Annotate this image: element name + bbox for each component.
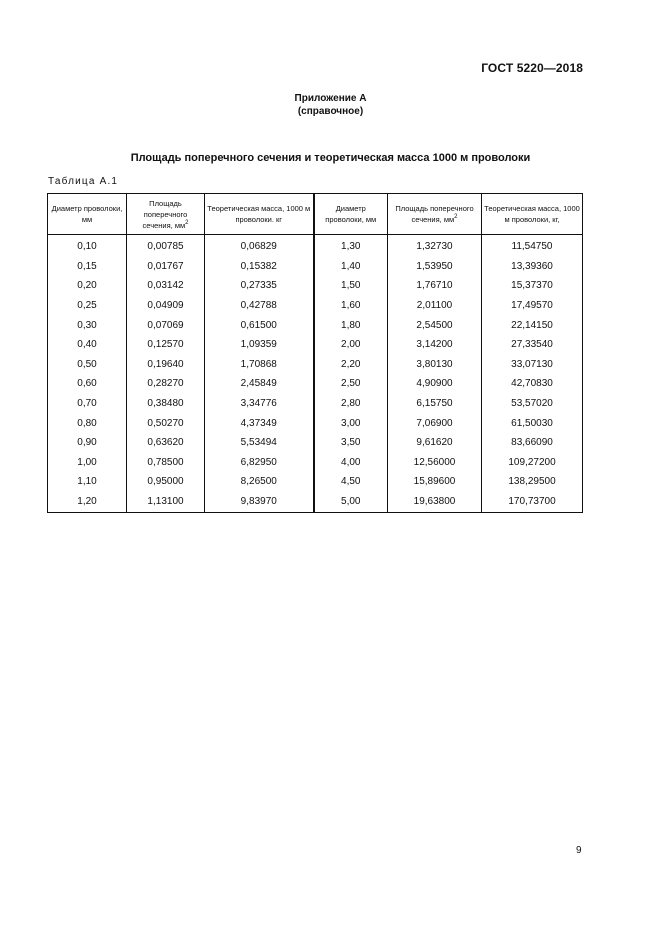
cell-diameter-1: 1,00 [48, 453, 127, 473]
cell-area-2: 1,53950 [388, 257, 482, 277]
table-row [48, 394, 583, 414]
cell-area-2: 2,54500 [388, 315, 482, 335]
cell-area-1: 0,50270 [127, 413, 205, 433]
cell-mass-2: 53,57020 [482, 394, 583, 414]
table-row [48, 472, 583, 492]
cell-mass-2: 33,07130 [482, 355, 583, 375]
cell-mass-2: 109,27200 [482, 453, 583, 473]
cell-mass-2: 138,29500 [482, 472, 583, 492]
cell-diameter-2: 1,30 [314, 235, 388, 257]
cell-mass-1: 0,06829 [205, 235, 314, 257]
cell-mass-1: 1,09359 [205, 335, 314, 355]
cell-diameter-2: 4,00 [314, 453, 388, 473]
cell-diameter-1: 0,10 [48, 235, 127, 257]
table-row [48, 374, 583, 394]
cell-diameter-2: 3,00 [314, 413, 388, 433]
table-row [48, 492, 583, 513]
cell-diameter-2: 5,00 [314, 492, 388, 513]
cell-diameter-2: 1,40 [314, 257, 388, 277]
appendix-note: (справочное) [297, 106, 364, 117]
cell-mass-1: 1,70868 [205, 355, 314, 375]
cell-diameter-1: 1,20 [48, 492, 127, 513]
cell-diameter-1: 0,70 [48, 394, 127, 414]
cell-area-1: 0,07069 [127, 315, 205, 335]
cell-diameter-2: 3,50 [314, 433, 388, 453]
cell-mass-2: 17,49570 [482, 296, 583, 316]
cell-area-2: 9,61620 [388, 433, 482, 453]
cell-diameter-1: 0,25 [48, 296, 127, 316]
cell-area-1: 0,04909 [127, 296, 205, 316]
cell-area-1: 0,12570 [127, 335, 205, 355]
cell-mass-1: 8,26500 [205, 472, 314, 492]
table-header-row [48, 194, 583, 235]
cell-diameter-1: 0,80 [48, 413, 127, 433]
cell-diameter-2: 2,80 [314, 394, 388, 414]
wire-data-table [47, 193, 583, 513]
header-mass-1: Теоретическая масса, 1000 м проволоки. кг [205, 194, 314, 235]
cell-diameter-1: 0,20 [48, 276, 127, 296]
cell-diameter-1: 0,40 [48, 335, 127, 355]
cell-diameter-1: 0,15 [48, 257, 127, 277]
cell-diameter-2: 4,50 [314, 472, 388, 492]
cell-diameter-2: 1,50 [314, 276, 388, 296]
cell-area-2: 19,63800 [388, 492, 482, 513]
cell-area-2: 3,14200 [388, 335, 482, 355]
table-row [48, 335, 583, 355]
cell-diameter-2: 2,00 [314, 335, 388, 355]
cell-diameter-1: 0,50 [48, 355, 127, 375]
cell-mass-2: 83,66090 [482, 433, 583, 453]
cell-area-1: 0,00785 [127, 235, 205, 257]
table-body [48, 235, 583, 513]
table-row [48, 315, 583, 335]
cell-mass-1: 0,15382 [205, 257, 314, 277]
cell-mass-2: 15,37370 [482, 276, 583, 296]
cell-mass-2: 170,73700 [482, 492, 583, 513]
cell-area-1: 0,28270 [127, 374, 205, 394]
header-area-2 [388, 194, 482, 235]
cell-area-2: 3,80130 [388, 355, 482, 375]
cell-mass-1: 9,83970 [205, 492, 314, 513]
appendix-title: Приложение А [294, 93, 367, 104]
cell-diameter-1: 0,90 [48, 433, 127, 453]
cell-mass-2: 22,14150 [482, 315, 583, 335]
cell-mass-1: 0,42788 [205, 296, 314, 316]
table-row [48, 413, 583, 433]
cell-mass-2: 42,70830 [482, 374, 583, 394]
header-area-1 [127, 194, 205, 235]
cell-area-2: 2,01100 [388, 296, 482, 316]
cell-diameter-1: 0,30 [48, 315, 127, 335]
cell-area-2: 12,56000 [388, 453, 482, 473]
cell-area-1: 0,19640 [127, 355, 205, 375]
header-area-1-sup: 2 [185, 219, 189, 226]
cell-diameter-2: 2,50 [314, 374, 388, 394]
cell-mass-2: 11,54750 [482, 235, 583, 257]
header-area-2-text: Площадь поперечного сечения, мм [395, 204, 474, 224]
cell-area-2: 1,76710 [388, 276, 482, 296]
cell-area-1: 0,03142 [127, 276, 205, 296]
cell-area-1: 0,63620 [127, 433, 205, 453]
cell-area-2: 15,89600 [388, 472, 482, 492]
cell-diameter-2: 1,80 [314, 315, 388, 335]
table-row [48, 276, 583, 296]
header-diameter-2: Диаметр проволоки, мм [314, 194, 388, 235]
header-area-2-sup: 2 [454, 214, 458, 220]
table-row [48, 433, 583, 453]
table-heading: Площадь поперечного сечения и теоретическая масса 1000 м проволоки [130, 152, 531, 164]
cell-mass-1: 5,53494 [205, 433, 314, 453]
cell-area-1: 0,38480 [127, 394, 205, 414]
cell-diameter-1: 0,60 [48, 374, 127, 394]
table-caption: Таблица А.1 [48, 176, 119, 187]
cell-diameter-2: 1,60 [314, 296, 388, 316]
cell-mass-2: 13,39360 [482, 257, 583, 277]
cell-diameter-2: 2,20 [314, 355, 388, 375]
cell-area-2: 6,15750 [388, 394, 482, 414]
cell-mass-1: 0,61500 [205, 315, 314, 335]
table-row [48, 257, 583, 277]
header-mass-2: Теоретическая масса, 1000 м проволоки, кг, [482, 194, 583, 235]
page-number: 9 [576, 845, 582, 856]
cell-area-1: 0,01767 [127, 257, 205, 277]
table-row [48, 235, 583, 257]
cell-mass-1: 2,45849 [205, 374, 314, 394]
cell-mass-2: 27,33540 [482, 335, 583, 355]
document-code: ГОСТ 5220—2018 [481, 61, 583, 75]
cell-mass-2: 61,50030 [482, 413, 583, 433]
cell-area-1: 0,78500 [127, 453, 205, 473]
table-row [48, 453, 583, 473]
cell-area-1: 0,95000 [127, 472, 205, 492]
cell-area-2: 7,06900 [388, 413, 482, 433]
table-row [48, 355, 583, 375]
appendix-header [0, 92, 661, 118]
cell-mass-1: 4,37349 [205, 413, 314, 433]
cell-area-2: 4,90900 [388, 374, 482, 394]
cell-mass-1: 3,34776 [205, 394, 314, 414]
cell-diameter-1: 1,10 [48, 472, 127, 492]
cell-area-1: 1,13100 [127, 492, 205, 513]
cell-mass-1: 0,27335 [205, 276, 314, 296]
header-area-1-text: Площадь поперечного сечения, мм [142, 198, 188, 230]
header-diameter-1: Диаметр проволоки, мм [48, 194, 127, 235]
cell-mass-1: 6,82950 [205, 453, 314, 473]
table-row [48, 296, 583, 316]
cell-area-2: 1,32730 [388, 235, 482, 257]
